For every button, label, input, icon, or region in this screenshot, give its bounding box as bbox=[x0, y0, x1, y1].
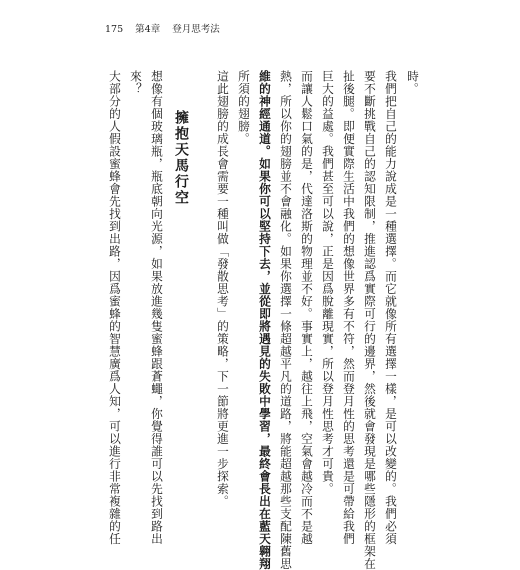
text-column-8: 維的神經通道。如果你可以堅持下去，並從即將遇見的失敗中學習，最終會長出在藍天翱翔 bbox=[258, 70, 272, 570]
text-column-4: 扯後腿。即便實際生活中我們的想像世界多有不符，然而登月性的思考還是可帶給我們 bbox=[342, 70, 356, 545]
text-column-3: 要不斷挑戰自己的認知限制，推進認爲實際可行的邊界，然後就會發現是哪些隱形的框架在 bbox=[363, 70, 377, 570]
body-text bbox=[108, 70, 420, 570]
text-column-10: 這此翅膀的成長會需要一種叫做「發散思考」的策略，下一節將更進一步探索。 bbox=[216, 70, 230, 508]
text-column-13: 大部分的人假設蜜蜂會先找到出路，因爲蜜蜂的智慧廣爲人知，可以進行非常複雜的任 bbox=[108, 70, 122, 545]
text-column-9: 所須的翅膀。 bbox=[237, 70, 251, 145]
chapter-title: 登月思考法 bbox=[172, 24, 220, 35]
text-column-7: 熱，所以你的翅膀並不會融化。如果你選擇一條超越平凡的道路，將能超越那些支配陳舊思 bbox=[279, 70, 293, 570]
page-header bbox=[105, 23, 229, 37]
chapter-label: 第4章 bbox=[135, 24, 161, 35]
page-number: 175 bbox=[105, 24, 124, 35]
text-column-6: 而讓人鬆口氣的是，代達洛斯的物理並不好。事實上，越往上飛，空氣會越冷而不是越 bbox=[300, 70, 314, 545]
text-column-12: 來？ bbox=[129, 70, 143, 95]
section-heading: 擁抱天馬行空 bbox=[173, 110, 189, 206]
text-column-11: 想像有個玻璃瓶，瓶底朝向光源，如果放進幾隻蜜蜂跟蒼蠅，你覺得誰可以先找到路出 bbox=[150, 70, 164, 545]
text-column-1: 時。 bbox=[406, 70, 420, 95]
text-column-5: 巨大的益處。我們甚至可以說，正是因爲脫離現實，所以登月性思考才可貴。 bbox=[321, 70, 335, 495]
text-column-2: 我們把自己的能力說成是一種選擇。而它就像所有選擇一樣，是可以改變的。我們必須 bbox=[384, 70, 398, 545]
